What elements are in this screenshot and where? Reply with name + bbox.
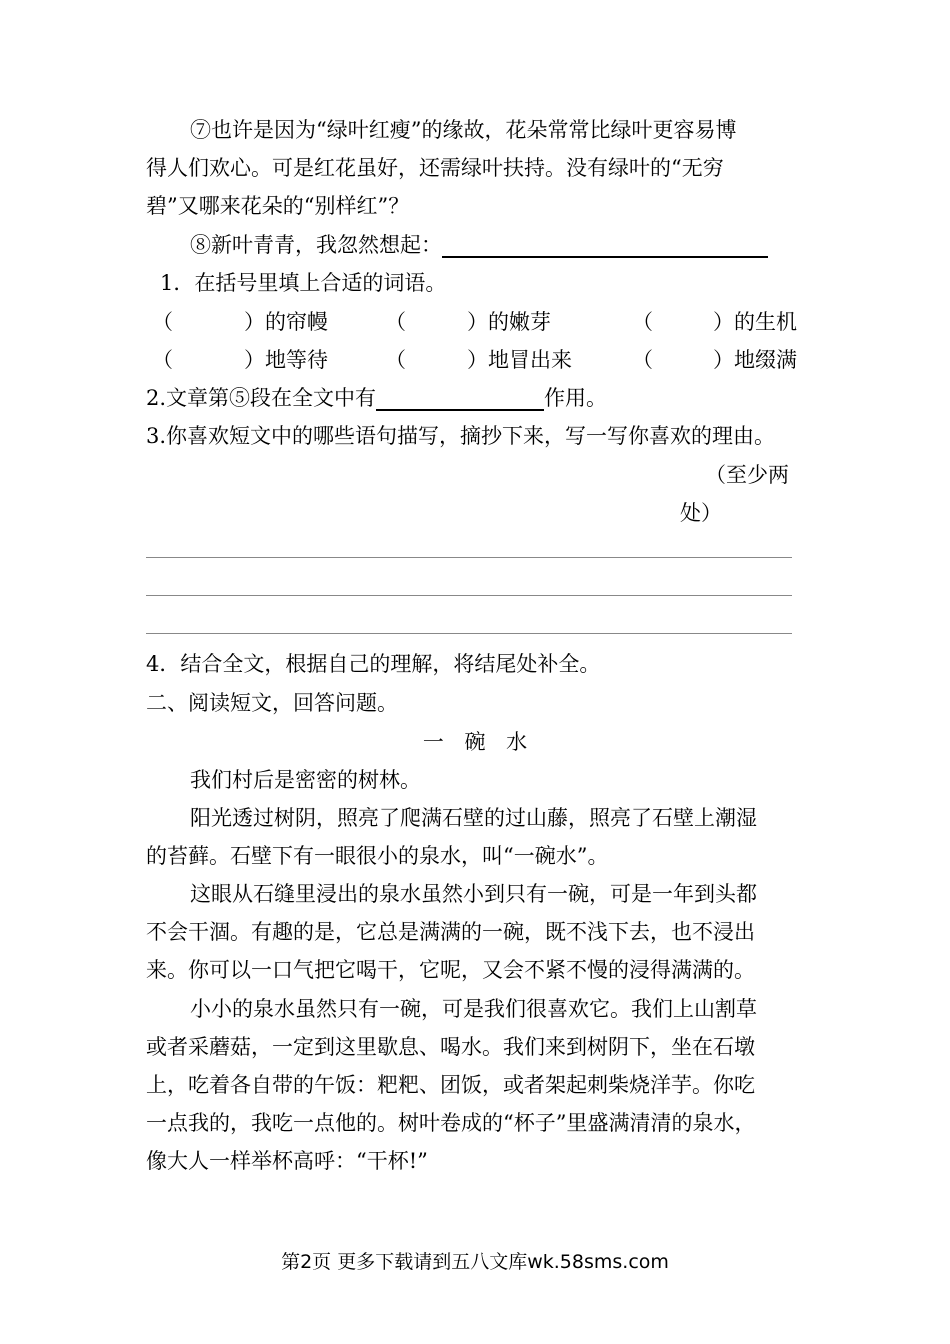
p7-line-1: ⑦也许是因为“绿叶红瘦”的缘故，花朵常常比绿叶更容易博 <box>190 118 737 142</box>
p8-text: ⑧新叶青青，我忽然想起： <box>190 233 442 257</box>
q1-row1-b1-open: （ <box>152 310 173 334</box>
q1-row1-b3-open: （ <box>632 310 653 334</box>
story-p2-line-1: 阳光透过树阴，照亮了爬满石壁的过山藤，照亮了石壁上潮湿 <box>190 806 757 830</box>
p8-answer-blank[interactable] <box>442 234 768 258</box>
q3-prompt: 3.你喜欢短文中的哪些语句描写，摘抄下来，写一写你喜欢的理由。 <box>146 424 776 448</box>
q1-row2-b3-open: （ <box>632 348 653 372</box>
q1-row1-b3-word: ）的生机 <box>713 310 797 334</box>
p7-line-2: 得人们欢心。可是红花虽好，还需绿叶扶持。没有绿叶的“无穷 <box>146 156 724 180</box>
q1-row2-b3-word: ）地缀满 <box>713 348 797 372</box>
q2-line <box>146 385 607 411</box>
story-p2-line-2: 的苔藓。石壁下有一眼很小的泉水，叫“一碗水”。 <box>146 844 609 868</box>
story-p4-line-5: 像大人一样举杯高呼：“干杯!” <box>146 1149 428 1173</box>
story-p3-line-1: 这眼从石缝里浸出的泉水虽然小到只有一碗，可是一年到头都 <box>190 882 757 906</box>
q1-row1-b2-word: ）的嫩芽 <box>467 310 551 334</box>
story-title: 一 碗 水 <box>422 730 528 754</box>
story-p4-line-4: 一点我的，我吃一点他的。树叶卷成的“杯子”里盛满清清的泉水， <box>146 1111 756 1135</box>
story-p4-line-1: 小小的泉水虽然只有一碗，可是我们很喜欢它。我们上山割草 <box>190 997 757 1021</box>
answer-line-2[interactable] <box>146 595 792 596</box>
page-footer: 第2页 更多下载请到五八文库wk.58sms.com <box>281 1251 669 1273</box>
story-p3-line-2: 不会干涸。有趣的是，它总是满满的一碗，既不浅下去，也不浸出 <box>146 920 755 944</box>
story-p1: 我们村后是密密的树林。 <box>190 768 421 792</box>
story-p4-line-3: 上，吃着各自带的午饭：粑粑、团饭，或者架起刺柴烧洋芋。你吃 <box>146 1073 755 1097</box>
p7-line-3: 碧”又哪来花朵的“别样红”？ <box>146 194 410 218</box>
p8-line <box>190 232 768 258</box>
q2-prefix: 2.文章第⑤段在全文中有 <box>146 386 377 410</box>
q1-row2-b2-word: ）地冒出来 <box>467 348 572 372</box>
q1-row2-b1-word: ）地等待 <box>244 348 328 372</box>
section2-heading: 二、阅读短文，回答问题。 <box>146 691 398 715</box>
q2-answer-blank[interactable] <box>376 387 544 411</box>
q1-row2-b1-open: （ <box>152 348 173 372</box>
q4-prompt: 4．结合全文，根据自己的理解，将结尾处补全。 <box>146 652 601 676</box>
q1-row2-b2-open: （ <box>385 348 406 372</box>
answer-line-3[interactable] <box>146 633 792 634</box>
q1-title: 1．在括号里填上合适的词语。 <box>160 271 447 295</box>
q1-row1-b1-word: ）的帘幔 <box>244 310 328 334</box>
answer-line-1[interactable] <box>146 557 792 558</box>
story-p4-line-2: 或者采蘑菇，一定到这里歇息、喝水。我们来到树阴下，坐在石墩 <box>146 1035 755 1059</box>
q1-row1-b2-open: （ <box>385 310 406 334</box>
story-p3-line-3: 来。你可以一口气把它喝干，它呢，又会不紧不慢的浸得满满的。 <box>146 958 755 982</box>
q3-note-line-2: 处） <box>680 501 722 525</box>
q3-note-line-1: （至少两 <box>705 463 789 487</box>
q2-suffix: 作用。 <box>544 386 608 410</box>
